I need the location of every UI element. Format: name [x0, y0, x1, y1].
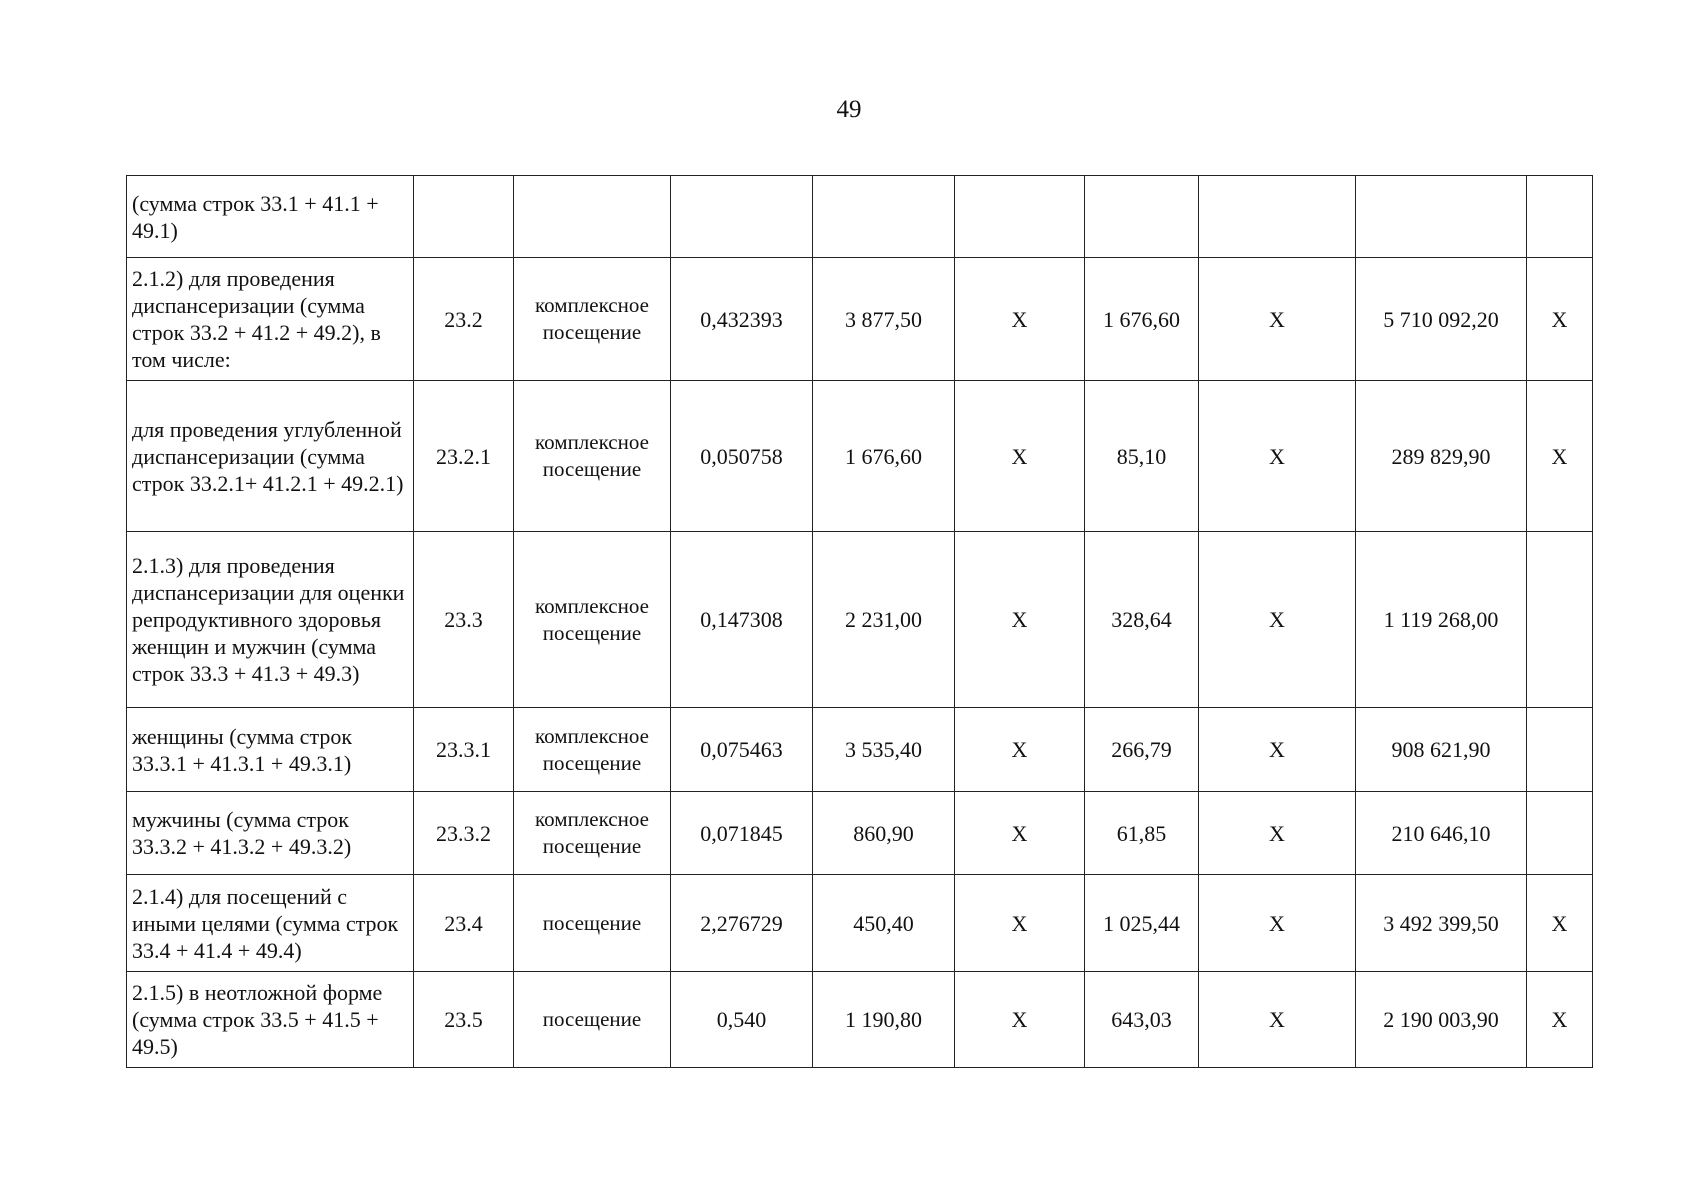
norm-volume: 0,050758: [671, 381, 813, 532]
x-cell: X: [1527, 381, 1593, 532]
x-cell: X: [1199, 875, 1356, 972]
row-description: 2.1.5) в неотложной форме (сумма строк 33.5 + 41.5 + 49.5): [127, 972, 414, 1068]
x-cell: [1527, 708, 1593, 792]
x-cell: X: [1199, 532, 1356, 708]
row-code: 23.3.2: [414, 792, 514, 875]
x-cell: X: [1527, 258, 1593, 381]
row-code: 23.5: [414, 972, 514, 1068]
total-amount: 5 710 092,20: [1356, 258, 1527, 381]
row-description: 2.1.4) для посещений с иными целями (сумма строк 33.4 + 41.4 + 49.4): [127, 875, 414, 972]
x-cell: X: [955, 708, 1085, 792]
row-description: мужчины (сумма строк 33.3.2 + 41.3.2 + 49.3.2): [127, 792, 414, 875]
norm-volume: 0,540: [671, 972, 813, 1068]
x-cell: X: [1527, 875, 1593, 972]
row-description: (сумма строк 33.1 + 41.1 + 49.1): [127, 176, 414, 258]
row-code: 23.3.1: [414, 708, 514, 792]
x-cell: X: [955, 381, 1085, 532]
table-row: [127, 258, 1593, 381]
norm-cost: 3 535,40: [813, 708, 955, 792]
row-code: 23.3: [414, 532, 514, 708]
unit-of-measure: посещение: [514, 875, 671, 972]
x-cell: X: [1199, 972, 1356, 1068]
row-description: 2.1.2) для проведения диспансеризации (сумма строк 33.2 + 41.2 + 49.2), в том числе:: [127, 258, 414, 381]
data-table: [126, 175, 1593, 1068]
per-capita: 1 025,44: [1085, 875, 1199, 972]
unit-of-measure: комплексное посещение: [514, 792, 671, 875]
total-amount: 1 119 268,00: [1356, 532, 1527, 708]
x-cell: X: [1199, 708, 1356, 792]
table-row: [127, 875, 1593, 972]
x-cell: X: [955, 792, 1085, 875]
unit-of-measure: [514, 176, 671, 258]
unit-of-measure: комплексное посещение: [514, 381, 671, 532]
norm-cost: 450,40: [813, 875, 955, 972]
norm-cost: 860,90: [813, 792, 955, 875]
x-cell: X: [955, 258, 1085, 381]
per-capita: 85,10: [1085, 381, 1199, 532]
x-cell: [1527, 792, 1593, 875]
x-cell: X: [1199, 792, 1356, 875]
norm-volume: 0,432393: [671, 258, 813, 381]
table-row: [127, 792, 1593, 875]
norm-cost: 1 190,80: [813, 972, 955, 1068]
total-amount: 2 190 003,90: [1356, 972, 1527, 1068]
page-number: 49: [836, 96, 862, 123]
row-description: 2.1.3) для проведения диспансеризации для оценки репродуктивного здоровья женщин и мужчин (сумма строк 33.3 + 41.3 + 49.3): [127, 532, 414, 708]
unit-of-measure: комплексное посещение: [514, 532, 671, 708]
total-amount: 908 621,90: [1356, 708, 1527, 792]
per-capita: [1085, 176, 1199, 258]
table-row: [127, 972, 1593, 1068]
unit-of-measure: комплексное посещение: [514, 708, 671, 792]
row-code: 23.2.1: [414, 381, 514, 532]
total-amount: 210 646,10: [1356, 792, 1527, 875]
row-description: женщины (сумма строк 33.3.1 + 41.3.1 + 49.3.1): [127, 708, 414, 792]
x-cell: X: [955, 972, 1085, 1068]
norm-cost: 2 231,00: [813, 532, 955, 708]
per-capita: 61,85: [1085, 792, 1199, 875]
norm-cost: 3 877,50: [813, 258, 955, 381]
norm-volume: 0,075463: [671, 708, 813, 792]
unit-of-measure: посещение: [514, 972, 671, 1068]
row-code: [414, 176, 514, 258]
total-amount: 289 829,90: [1356, 381, 1527, 532]
norm-volume: 2,276729: [671, 875, 813, 972]
norm-volume: 0,147308: [671, 532, 813, 708]
norm-volume: 0,071845: [671, 792, 813, 875]
total-amount: 3 492 399,50: [1356, 875, 1527, 972]
x-cell: [1199, 176, 1356, 258]
x-cell: [955, 176, 1085, 258]
row-description: для проведения углубленной диспансеризации (сумма строк 33.2.1+ 41.2.1 + 49.2.1): [127, 381, 414, 532]
per-capita: 266,79: [1085, 708, 1199, 792]
norm-cost: [813, 176, 955, 258]
x-cell: [1527, 176, 1593, 258]
x-cell: [1527, 532, 1593, 708]
x-cell: X: [1199, 381, 1356, 532]
total-amount: [1356, 176, 1527, 258]
norm-cost: 1 676,60: [813, 381, 955, 532]
unit-of-measure: комплексное посещение: [514, 258, 671, 381]
table-row: [127, 176, 1593, 258]
table-row: [127, 708, 1593, 792]
per-capita: 643,03: [1085, 972, 1199, 1068]
table-row: [127, 381, 1593, 532]
row-code: 23.4: [414, 875, 514, 972]
x-cell: X: [1199, 258, 1356, 381]
x-cell: X: [955, 532, 1085, 708]
table-row: [127, 532, 1593, 708]
x-cell: X: [1527, 972, 1593, 1068]
x-cell: X: [955, 875, 1085, 972]
norm-volume: [671, 176, 813, 258]
row-code: 23.2: [414, 258, 514, 381]
per-capita: 1 676,60: [1085, 258, 1199, 381]
per-capita: 328,64: [1085, 532, 1199, 708]
